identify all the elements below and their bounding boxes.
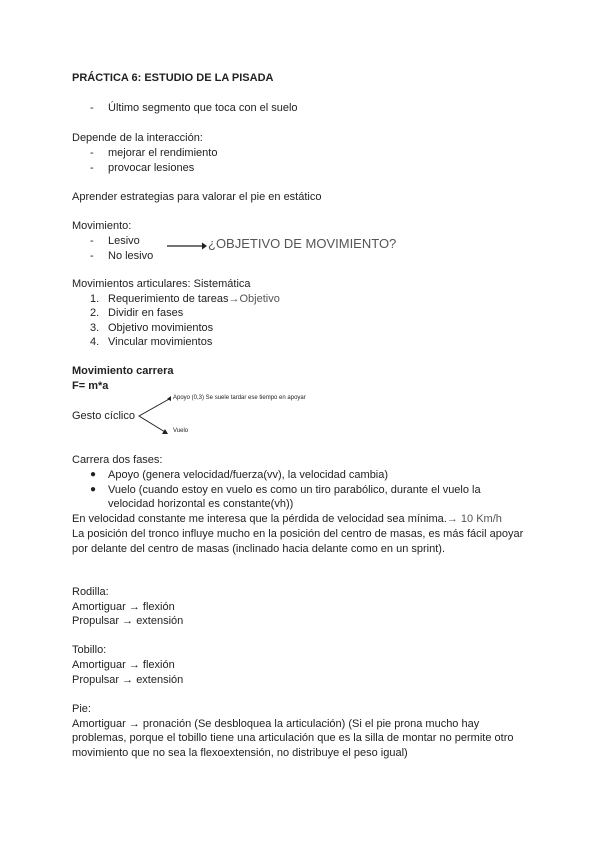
gesto-ciclico: Gesto cíclico — [72, 410, 135, 422]
fases-line-extra: → 10 Km/h — [446, 513, 502, 525]
fases-line — [72, 512, 502, 526]
list-item-text: Vincular movimientos — [108, 336, 213, 348]
movimiento-annotation: ¿OBJETIVO DE MOVIMIENTO? — [208, 236, 397, 251]
fases-bullet-cont: velocidad horizontal es constante(vh)) — [108, 498, 294, 510]
bullet-dot-icon: ● — [90, 484, 97, 495]
list-item-text: Objetivo movimientos — [108, 322, 214, 334]
fases-line: por delante del centro de masas (inclinado hacia delante como en un sprint). — [72, 543, 446, 555]
carrera-formula: F= m*a — [72, 380, 109, 392]
movimiento-item: Lesivo — [108, 235, 140, 247]
list-item-extra: →Objetivo — [228, 293, 280, 305]
dash-bullet: - — [90, 147, 94, 159]
pie-line: movimiento que no sea la flexoextensión, no distribuye el peso igual) — [72, 747, 408, 759]
list-item-text: Requerimiento de tareas — [108, 293, 229, 305]
rodilla-heading: Rodilla: — [72, 586, 109, 598]
pie-heading: Pie: — [72, 703, 91, 715]
list-item — [108, 292, 280, 306]
bullet-dot-icon: ● — [90, 469, 97, 480]
list-number: 2. — [90, 307, 100, 319]
branch-arrows-icon — [137, 395, 173, 437]
pie-line: problemas, porque el tobillo tiene una articulación que es la silla de montar no permite otro — [72, 732, 514, 744]
fases-line: La posición del tronco influye mucho en la posición del centro de masas, es más fácil apoyar — [72, 528, 524, 540]
dash-bullet: - — [90, 250, 94, 262]
depende-item: provocar lesiones — [108, 162, 195, 174]
articulares-heading: Movimientos articulares: Sistemática — [72, 278, 251, 290]
dash-bullet: - — [90, 235, 94, 247]
fases-bullet: Vuelo (cuando estoy en vuelo es como un tiro parabólico, durante el vuelo la — [108, 484, 481, 496]
depende-heading: Depende de la interacción: — [72, 132, 203, 144]
dash-bullet: - — [90, 102, 94, 114]
carrera-heading: Movimiento carrera — [72, 365, 174, 377]
branch-top-label: Apoyo (0,3) Se suele tardar ese tiempo en apoyar — [173, 395, 306, 401]
tobillo-line: Propulsar → extensión — [72, 674, 184, 686]
dash-bullet: - — [90, 162, 94, 174]
movimiento-item: No lesivo — [108, 250, 154, 262]
arrow-right-icon — [166, 241, 208, 251]
intro-item: Último segmento que toca con el suelo — [108, 102, 298, 114]
document-title: PRÁCTICA 6: ESTUDIO DE LA PISADA — [72, 72, 274, 84]
depende-item: mejorar el rendimiento — [108, 147, 218, 159]
fases-line-text: En velocidad constante me interesa que la pérdida de velocidad sea mínima. — [72, 513, 447, 525]
tobillo-heading: Tobillo: — [72, 644, 107, 656]
tobillo-line: Amortiguar → flexión — [72, 659, 175, 671]
branch-bottom-label: Vuelo — [173, 428, 189, 434]
pie-line: Amortiguar → pronación (Se desbloquea la articulación) (Si el pie prona mucho hay — [72, 718, 480, 730]
fases-bullet: Apoyo (genera velocidad/fuerza(vv), la velocidad cambia) — [108, 469, 389, 481]
movimiento-heading: Movimiento: — [72, 220, 132, 232]
list-item-text: Dividir en fases — [108, 307, 184, 319]
rodilla-line: Amortiguar → flexión — [72, 601, 175, 613]
list-number: 4. — [90, 336, 100, 348]
aprender-line: Aprender estrategias para valorar el pie en estático — [72, 191, 322, 203]
fases-heading: Carrera dos fases: — [72, 454, 163, 466]
list-number: 3. — [90, 322, 100, 334]
rodilla-line: Propulsar → extensión — [72, 615, 184, 627]
list-number: 1. — [90, 293, 100, 305]
